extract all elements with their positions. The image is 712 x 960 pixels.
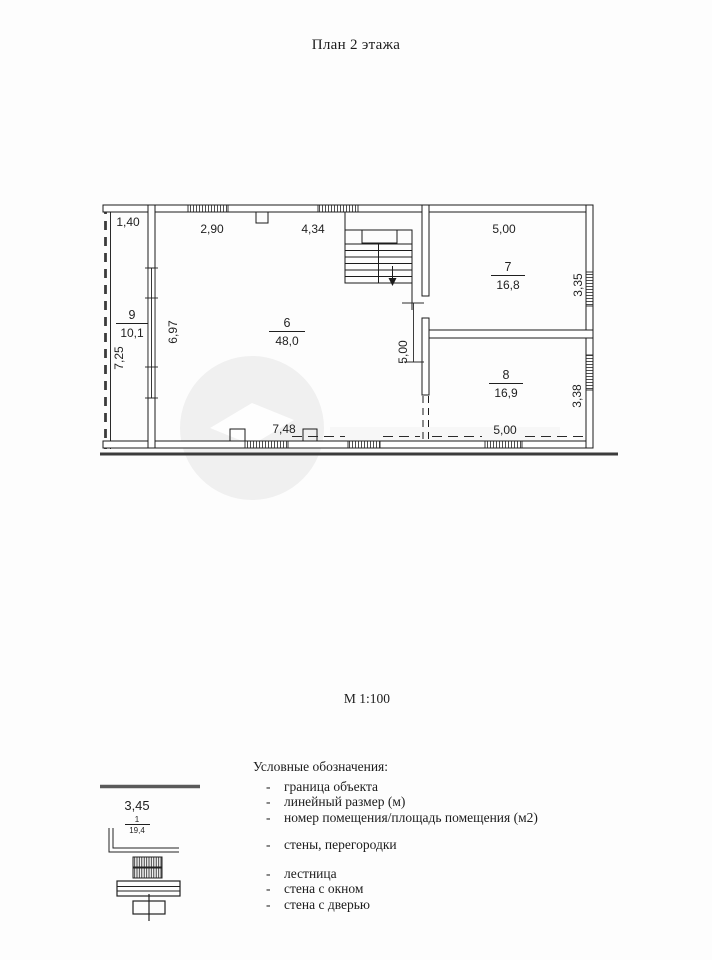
window-bottom-room8	[485, 441, 522, 448]
legend-symbol-wall-with-door	[133, 894, 165, 921]
legend-item-wall-window	[253, 881, 693, 896]
svg-text:1: 1	[134, 815, 140, 824]
legend-bullet: -	[266, 866, 271, 882]
scale-label: М 1:100	[343, 691, 391, 706]
dim-6-97: 6,97	[166, 320, 180, 344]
legend-bullet: -	[266, 896, 271, 912]
legend-item-label: граница объекта	[284, 779, 379, 794]
svg-text:19,4: 19,4	[129, 826, 145, 835]
svg-text:6: 6	[283, 316, 291, 330]
legend-symbol-linear-dimension	[124, 798, 149, 813]
legend-item-label: лестница	[284, 866, 337, 882]
dim-7-48: 7,48	[272, 422, 296, 436]
window-top-2	[318, 205, 358, 212]
dim-5-00-bottom: 5,00	[493, 423, 517, 437]
legend-item-label: линейный размер (м)	[284, 794, 406, 810]
legend-symbols	[95, 780, 210, 925]
svg-text:7: 7	[504, 260, 512, 274]
window-right-room7	[586, 272, 593, 306]
dim-7-25: 7,25	[112, 346, 126, 370]
svg-text:10,1: 10,1	[120, 326, 144, 340]
legend-bullet: -	[266, 836, 271, 852]
legend-symbol-wall-with-window	[117, 881, 180, 896]
legend-item-label: номер помещения/площадь помещения (м2)	[284, 809, 538, 825]
dim-4-34: 4,34	[301, 222, 325, 236]
legend-bullet: -	[266, 779, 271, 794]
svg-text:8: 8	[502, 368, 510, 382]
legend-bullet: -	[266, 809, 271, 825]
room-7-label	[491, 260, 525, 292]
legend-bullet: -	[266, 794, 271, 810]
dim-2-90: 2,90	[200, 222, 224, 236]
dim-3-35: 3,35	[571, 273, 585, 297]
window-right-room8	[586, 355, 593, 390]
svg-text:16,8: 16,8	[496, 278, 520, 292]
legend-symbol-room-number-area	[125, 815, 150, 835]
legend-symbol-stairs	[133, 857, 162, 878]
svg-text:3,45: 3,45	[124, 798, 150, 813]
legend-item-linear-dimension	[253, 794, 693, 809]
legend-item-room-number-area	[253, 810, 693, 825]
dim-3-38: 3,38	[570, 384, 584, 408]
legend-item-label: стена с дверью	[284, 896, 370, 912]
staircase	[345, 212, 412, 310]
dim-1-40: 1,40	[116, 215, 140, 229]
glazed-wall-room9	[145, 268, 158, 398]
legend-heading: Условные обозначения:	[253, 759, 389, 774]
legend-item-walls	[253, 837, 693, 852]
window-bottom-1	[245, 441, 288, 448]
page-title: План 2 этажа	[311, 37, 401, 53]
legend	[253, 759, 693, 912]
room-8-label	[489, 368, 523, 400]
svg-text:48,0: 48,0	[275, 334, 299, 348]
dim-5-00-top: 5,00	[492, 222, 516, 236]
window-top-1	[188, 205, 228, 212]
legend-item-label: стена с окном	[284, 881, 364, 897]
legend-item-wall-door	[253, 897, 693, 912]
legend-item-stairs	[253, 866, 693, 881]
room-6-label	[269, 316, 305, 348]
legend-item-boundary	[253, 779, 693, 794]
room-9-label	[116, 308, 148, 340]
svg-text:16,9: 16,9	[494, 386, 518, 400]
dim-5-00-mid: 5,00	[396, 340, 410, 364]
window-bottom-2	[348, 441, 380, 448]
legend-bullet: -	[266, 881, 271, 897]
legend-item-label: стены, перегородки	[284, 836, 397, 852]
svg-text:9: 9	[128, 308, 136, 322]
dimension-labels	[112, 215, 585, 437]
